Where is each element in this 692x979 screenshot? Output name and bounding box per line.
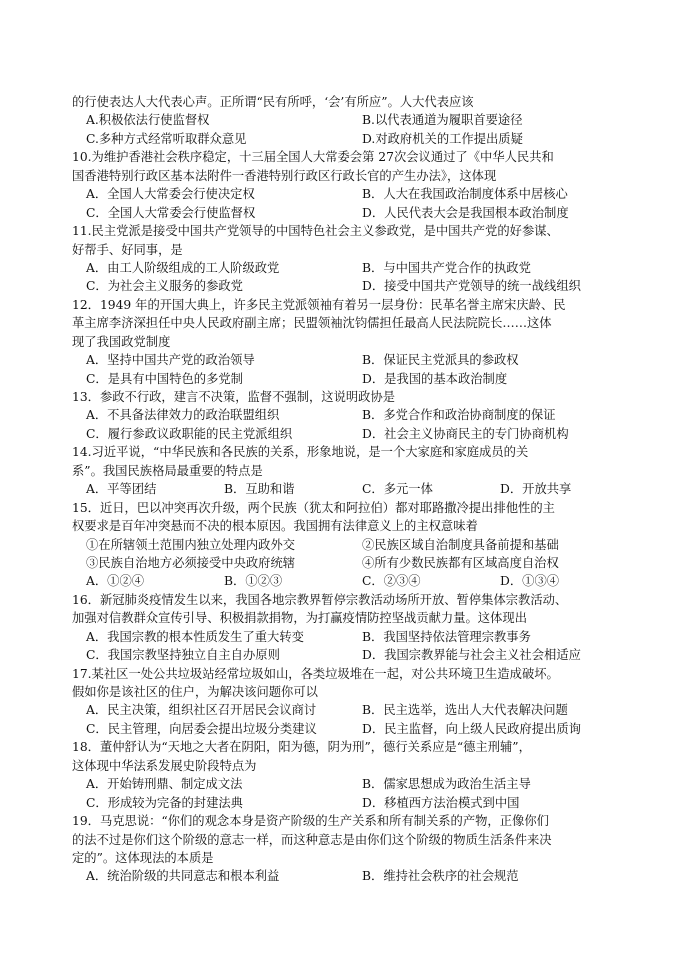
option-a: A．平等团结 [86, 482, 157, 497]
option-row [72, 720, 624, 738]
option-a: A.积极依法行使监督权 [86, 113, 210, 128]
option-d: D．①③④ [500, 574, 560, 589]
option-c: C．全国人大常委会行使监督权 [86, 205, 256, 220]
option-c: C．②③④ [362, 574, 421, 589]
question-15-text: 权要求是百年冲突悬而不决的根本原因。我国拥有法律意义上的主权意味着 [72, 519, 478, 534]
option-row [72, 277, 624, 295]
option-row [72, 775, 624, 793]
question-10-text: 国香港特别行政区基本法附件一香港特别行政区行政长官的产生办法》，这体现 [72, 168, 497, 183]
question-19-text: 的法不过是你们这个阶级的意志一样，而这种意志是由你们这个阶级的物质生活条件来决 [72, 832, 552, 847]
option-b: B.以代表通道为履职首要途径 [362, 113, 523, 128]
option-d: D．移植西方法治模式到中国 [362, 795, 520, 810]
exam-page [72, 93, 624, 886]
option-d: D．我国宗教界能与社会主义社会相适应 [362, 648, 581, 663]
option-d: D.对政府机关的工作提出质疑 [362, 131, 523, 146]
statement-4: ④所有少数民族都有区域高度自治权 [362, 555, 559, 570]
option-c: C．多元一体 [362, 482, 433, 497]
option-row [72, 370, 624, 388]
question-12-text: 革主席李济深担任中央人民政府副主席；民盟领袖沈钧儒担任最高人民法院院长……这体 [72, 316, 552, 331]
question-14-text: 14.习近平说，“中华民族和各民族的关系，形象地说，是一个大家庭和家庭成员的关 [72, 445, 529, 460]
option-c: C．是具有中国特色的多党制 [86, 371, 243, 386]
option-row [72, 646, 624, 664]
option-a: A．①②④ [86, 574, 145, 589]
option-row [72, 185, 624, 203]
option-row [72, 425, 624, 443]
question-12-text: 12．1949 年的开国大典上，许多民主党派领袖有着另一层身份：民革名誉主席宋庆龄、民 [72, 297, 566, 312]
question-12-text: 现了我国政党制度 [72, 334, 171, 349]
option-d: D．开放共享 [500, 482, 572, 497]
option-d: D．社会主义协商民主的专门协商机构 [362, 426, 569, 441]
option-c: C．我国宗教坚持独立自主自办原则 [86, 648, 280, 663]
option-row [72, 572, 624, 590]
question-13-text: 13．参政不行政，建言不决策，监督不强制，这说明政协是 [72, 390, 396, 404]
statement-row [72, 536, 624, 554]
option-b: B．互助和谐 [224, 482, 295, 497]
option-b: B．人大在我国政治制度体系中居核心 [362, 187, 568, 202]
question-16-text: 加强对信教群众宣传引导、积极捐款捐物，为打赢疫情防控坚战贡献力量。这体现出 [72, 611, 527, 626]
option-row [72, 794, 624, 812]
option-row [72, 351, 624, 369]
statement-row [72, 554, 624, 572]
option-row [72, 204, 624, 222]
option-b: B．我国坚持依法管理宗教事务 [362, 629, 531, 644]
statement-1: ①在所辖领土范围内独立处理内政外交 [86, 537, 296, 552]
option-row [72, 130, 624, 148]
option-c: C.多种方式经常听取群众意见 [86, 131, 247, 146]
question-18-text: 18．董仲舒认为“天地之大者在阴阳，阳为德，阴为刑”，德行关系应是“德主刑辅”， [72, 740, 531, 755]
option-d: D．是我国的基本政治制度 [362, 371, 508, 386]
question-11-text: 11.民主党派是接受中国共产党领导的中国特色社会主义参政党，是中国共产党的好参谋、 [72, 224, 559, 239]
question-16-text: 16．新冠肺炎疫情发生以来，我国各地宗教界暂停宗教活动场所开放、暂停集体宗教活动、 [72, 592, 568, 607]
option-a: A．统治阶级的共同意志和根本利益 [86, 869, 280, 884]
option-c: C．履行参政议政职能的民主党派组织 [86, 426, 293, 441]
option-row [72, 259, 624, 277]
option-b: B．保证民主党派具的参政权 [362, 353, 519, 368]
option-c: C．形成较为完备的封建法典 [86, 795, 243, 810]
option-row [72, 628, 624, 646]
option-row [72, 701, 624, 719]
option-d: D．民主监督，向上级人民政府提出质询 [362, 721, 581, 736]
statement-3: ③民族自治地方必须接受中央政府统辖 [86, 555, 296, 570]
option-a: A．不具备法律效力的政治联盟组织 [86, 408, 280, 423]
option-b: B．儒家思想成为政治生活主导 [362, 777, 531, 792]
option-b: B．与中国共产党合作的执政党 [362, 260, 531, 275]
question-14-text: 系”。我国民族格局最重要的特点是 [72, 463, 263, 478]
option-row [72, 480, 624, 498]
option-d: D．接受中国共产党领导的统一战线组织 [362, 279, 581, 294]
option-row [72, 867, 624, 885]
question-11-text: 好帮手、好同事，是 [72, 242, 183, 257]
option-a: A．民主决策，组织社区召开居民会议商讨 [86, 703, 317, 718]
question-18-text: 这体现中华法系发展史阶段特点为 [72, 758, 257, 773]
option-b: B．民主选举，选出人大代表解决问题 [362, 703, 568, 718]
option-a: A．全国人大常委会行使决定权 [86, 187, 255, 202]
question-10-text: 10.为维护香港社会秩序稳定，十三届全国人大常委会第 27次会议通过了《中华人民共和 [72, 150, 554, 165]
question-text: 的行使表达人大代表心声。正所谓“民有所呼，‘会’有所应”。人大代表应该 [72, 95, 474, 109]
statement-2: ②民族区域自治制度具备前提和基础 [362, 537, 559, 552]
option-a: A．我国宗教的根本性质发生了重大转变 [86, 629, 304, 644]
option-c: C．民主管理，向居委会提出垃圾分类建议 [86, 721, 317, 736]
option-row [72, 406, 624, 424]
option-a: A．由工人阶级组成的工人阶级政党 [86, 260, 280, 275]
question-19-text: 定的”。这体现法的本质是 [72, 850, 214, 865]
option-d: D．人民代表大会是我国根本政治制度 [362, 205, 569, 220]
question-19-text: 19．马克思说：“你们的观念本身是资产阶级的生产关系和所有制关系的产物，正像你们 [72, 814, 549, 829]
option-row [72, 111, 624, 129]
option-a: A．开始铸刑鼎、制定成文法 [86, 777, 243, 792]
option-a: A．坚持中国共产党的政治领导 [86, 353, 255, 368]
option-b: B．①②③ [224, 574, 283, 589]
question-17-text: 17.某社区一处公共垃圾站经常垃圾如山，各类垃圾堆在一起，对公共环境卫生造成破坏。 [72, 666, 559, 681]
option-b: B．维持社会秩序的社会规范 [362, 869, 519, 884]
option-c: C．为社会主义服务的参政党 [86, 279, 243, 294]
question-17-text: 假如你是该社区的住户，为解决该问题你可以 [72, 685, 318, 699]
question-15-text: 15．近日，巴以冲突再次升级，两个民族（犹太和阿拉伯）都对耶路撒冷提出排他性的主 [72, 500, 555, 515]
option-b: B．多党合作和政治协商制度的保证 [362, 408, 556, 423]
